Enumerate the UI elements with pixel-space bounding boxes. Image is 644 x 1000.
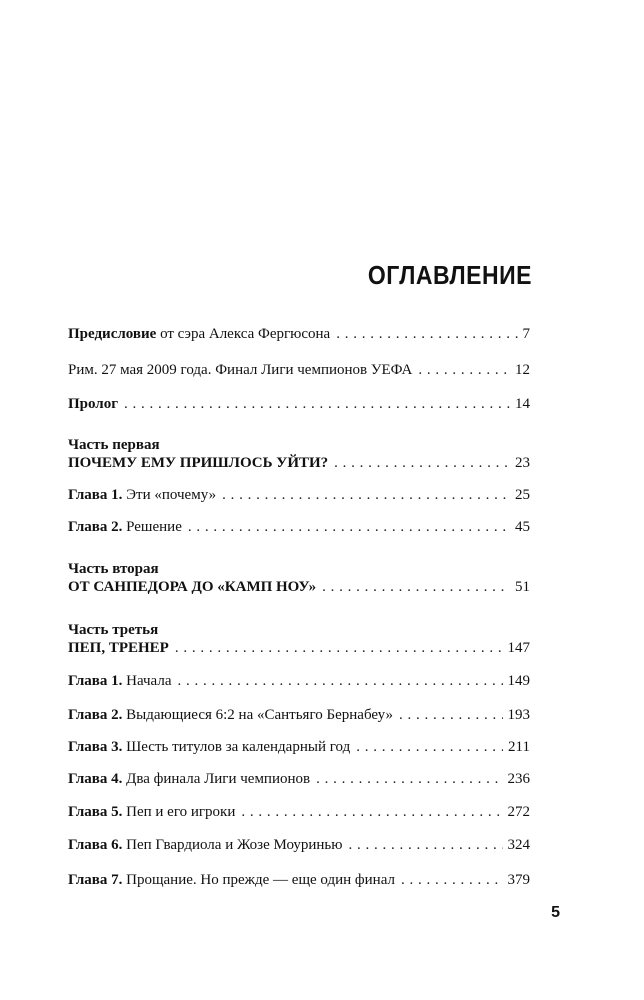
toc-page-number: 51 — [515, 579, 530, 595]
toc-entry-chapter — [68, 518, 530, 536]
chapter-title: Пеп Гвардиола и Жозе Моуринью — [122, 837, 343, 853]
leader-dots — [336, 325, 517, 343]
toc-page-number: 25 — [515, 487, 530, 503]
chapter-number: Глава 2. — [68, 707, 123, 723]
page-number: 5 — [551, 904, 560, 921]
toc-page-number: 272 — [507, 804, 530, 820]
chapter-number: Глава 5. — [68, 804, 123, 820]
leader-dots — [175, 639, 503, 657]
chapter-title: Эти «почему» — [122, 487, 217, 503]
part-title: ОТ САНПЕДОРА ДО «КАМП НОУ» — [68, 579, 317, 595]
toc-page-number: 193 — [507, 707, 530, 723]
chapter-title: Начала — [122, 673, 172, 689]
toc-page-number: 211 — [508, 739, 530, 755]
part-label: Часть третья — [68, 622, 159, 638]
chapter-title: Выдающиеся 6:2 на «Сантьяго Бернабеу» — [122, 707, 394, 723]
leader-dots — [399, 706, 502, 724]
toc-page-number: 14 — [515, 396, 530, 412]
toc-entry-rome — [68, 361, 530, 379]
toc-entry-chapter — [68, 738, 530, 756]
chapter-number: Глава 1. — [68, 673, 123, 689]
leader-dots — [316, 770, 502, 788]
leader-dots — [356, 738, 503, 756]
part-title: ПОЧЕМУ ЕМУ ПРИШЛОСЬ УЙТИ? — [68, 455, 329, 471]
toc-entry-chapter — [68, 706, 530, 724]
leader-dots — [348, 836, 502, 854]
toc-page-number: 12 — [515, 362, 530, 378]
chapter-title: Пеп и его игроки — [122, 804, 236, 820]
toc-page-number: 236 — [507, 771, 530, 787]
leader-dots — [178, 672, 503, 690]
leader-dots — [401, 871, 503, 889]
toc-page-number: 379 — [507, 872, 530, 888]
toc-page-number: 7 — [522, 326, 530, 342]
part-label: Часть первая — [68, 437, 160, 453]
toc-entry-bold: Пролог — [68, 396, 119, 412]
toc-entry-part3 — [68, 639, 530, 657]
toc-entry-chapter — [68, 871, 530, 889]
toc-entry-bold: Предисловие — [68, 326, 157, 342]
part-label: Часть вторая — [68, 561, 159, 577]
toc-entry-chapter — [68, 486, 530, 504]
toc-entry-part2 — [68, 578, 530, 596]
toc-entry-chapter — [68, 672, 530, 690]
leader-dots — [188, 518, 510, 536]
toc-entry-chapter — [68, 836, 530, 854]
toc-page-number: 149 — [507, 673, 530, 689]
part-title: ПЕП, ТРЕНЕР — [68, 640, 169, 656]
chapter-number: Глава 1. — [68, 487, 123, 503]
chapter-number: Глава 4. — [68, 771, 123, 787]
chapter-number: Глава 7. — [68, 872, 123, 888]
leader-dots — [222, 486, 510, 504]
toc-entry-chapter — [68, 803, 530, 821]
chapter-title: Прощание. Но прежде — еще один финал — [122, 872, 395, 888]
chapter-title: Шесть титулов за календарный год — [122, 739, 351, 755]
leader-dots — [322, 578, 510, 596]
toc-page-number: 324 — [507, 837, 530, 853]
toc-entry-text: от сэра Алекса Фергюсона — [156, 326, 331, 342]
toc-page-number: 45 — [515, 519, 530, 535]
leader-dots — [124, 395, 510, 413]
toc-page-number: 147 — [507, 640, 530, 656]
chapter-number: Глава 3. — [68, 739, 123, 755]
toc-entry-prologue — [68, 395, 530, 413]
toc-entry-text: Рим. 27 мая 2009 года. Финал Лиги чемпионов УЕФА — [68, 362, 413, 378]
toc-entry-foreword — [68, 325, 530, 343]
chapter-title: Два финала Лиги чемпионов — [122, 771, 311, 787]
page-title: ОГЛАВЛЕНИЕ — [367, 260, 532, 290]
chapter-number: Глава 6. — [68, 837, 123, 853]
leader-dots — [334, 454, 510, 472]
leader-dots — [241, 803, 502, 821]
chapter-number: Глава 2. — [68, 519, 123, 535]
toc-entry-chapter — [68, 770, 530, 788]
chapter-title: Решение — [122, 519, 182, 535]
toc-entry-part1 — [68, 454, 530, 472]
toc-page-number: 23 — [515, 455, 530, 471]
leader-dots — [418, 361, 510, 379]
